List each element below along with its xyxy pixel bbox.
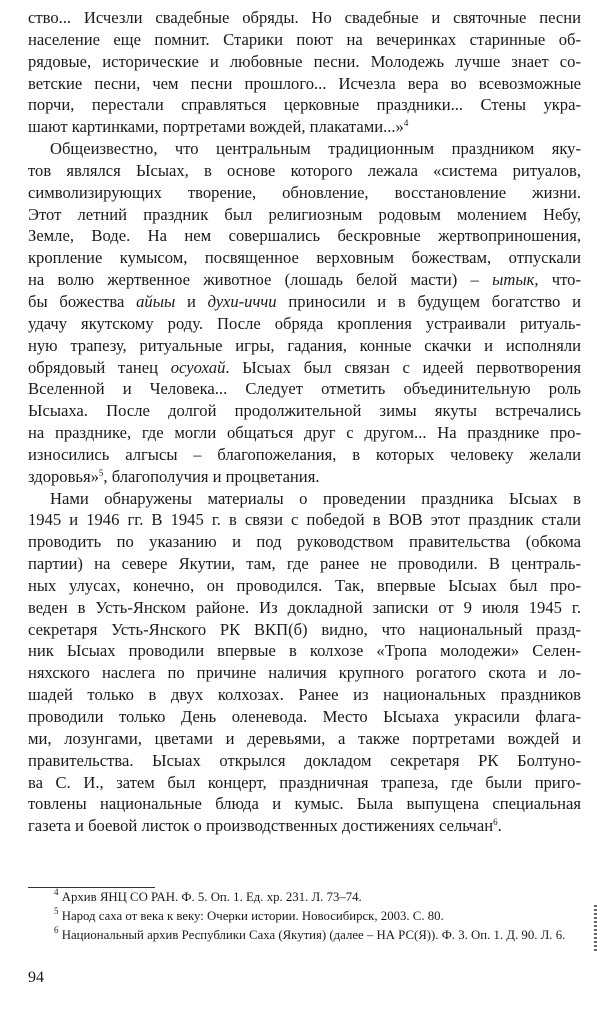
- footnote-ref: 4: [403, 118, 409, 129]
- footnote-number: 4: [54, 887, 59, 897]
- italic-term: духи-иччи: [207, 291, 277, 311]
- text-segment: символизирующих творение, обновление, восстановление жизни.: [28, 182, 581, 202]
- footnote-text: Национальный архив Республики Саха (Якутия) (далее – НА РС(Я)). Ф. 3. Оп. 1. Д. 90. Л. 6.: [61, 928, 566, 942]
- text-segment: износились алгысы – благопожелания, в которых человеку желали: [28, 444, 581, 464]
- text-line: [28, 94, 581, 116]
- text-segment: . Ысыах был связан с идеей первотворения: [225, 357, 581, 377]
- page-number: 94: [28, 969, 44, 986]
- text-segment: ник Ысыах проводили впервые в колхозе «Тропа молодежи» Селен-: [28, 641, 581, 661]
- text-line: [28, 225, 581, 247]
- text-line: [28, 29, 581, 51]
- italic-term: айыы: [136, 291, 176, 311]
- text-segment: правительства. Ысыах открылся докладом секретаря РК Болтуно-: [28, 750, 581, 770]
- text-segment: проводить по указанию и под руководством правительства (обкома: [28, 532, 581, 552]
- text-line: [28, 400, 581, 422]
- text-segment: бы божества: [28, 291, 137, 311]
- text-line: [28, 204, 581, 226]
- body-text: [28, 7, 581, 837]
- text-segment: няхского наслега по причине наличия крупного рогатого скота и ло-: [28, 663, 581, 683]
- text-line: [28, 750, 581, 772]
- footnote-ref: 6: [493, 817, 498, 828]
- text-line: [28, 160, 581, 182]
- text-line: [28, 378, 581, 400]
- text-line: [28, 772, 581, 794]
- text-line: [28, 793, 581, 815]
- text-segment: 1945 и 1946 гг. В 1945 г. в связи с победой в ВОВ этот праздник стали: [28, 510, 581, 530]
- text-segment: .: [497, 816, 502, 836]
- text-segment: газета и боевой листок о производственных достижениях сельчан: [28, 816, 494, 836]
- text-line: [28, 466, 581, 488]
- text-segment: ми, лозунгами, цветами и деревьями, а также портретами вождей и: [28, 728, 581, 748]
- text-segment: ва С. И., затем был концерт, праздничная трапеза, где были приго-: [28, 772, 581, 792]
- text-segment: Нами обнаружены материалы о проведении праздника Ысыах в: [50, 488, 581, 508]
- text-segment: секретаря Усть-Янского РК ВКП(б) видно, что национальный празд-: [28, 619, 581, 639]
- text-segment: проводили только День оленевода. Место Ысыаха украсили флага-: [28, 707, 581, 726]
- text-segment: кропление кумысом, посвященное верховным божествам, отпускали: [28, 248, 581, 268]
- text-segment: шадей только в двух колхозах. Ранее из национальных праздников: [28, 685, 581, 705]
- text-segment: ную трапезу, ритуальные игры, гадания, конные скачки и исполняли: [28, 335, 581, 355]
- scan-edge-mark: [594, 905, 597, 953]
- footnote: [28, 907, 581, 926]
- text-segment: товлены национальные блюда и кумыс. Была выпущена специальная: [28, 794, 581, 814]
- text-segment: ветские песни, чем песни прошлого... Исчезла вера во всевозможные: [28, 73, 581, 93]
- text-line: [28, 597, 581, 619]
- text-line: [28, 728, 581, 750]
- footnote-text: Народ саха от века к веку: Очерки истории. Новосибирск, 2003. С. 80.: [61, 909, 444, 923]
- text-segment: Общеизвестно, что центральным традиционным праздником яку-: [50, 139, 581, 159]
- text-line: [28, 531, 581, 553]
- text-segment: на волю жертвенное животное (лошадь белой масти) –: [28, 270, 493, 290]
- footnote: [28, 926, 581, 945]
- text-line: [28, 575, 581, 597]
- text-line: [28, 116, 581, 138]
- text-segment: удачу якутскому роду. После обряда кропления устраивали ритуаль-: [28, 313, 581, 333]
- footnotes: [28, 888, 581, 945]
- text-line: [28, 662, 581, 684]
- footnote-text: Архив ЯНЦ СО РАН. Ф. 5. Оп. 1. Ед. хр. 231. Л. 73–74.: [61, 890, 362, 904]
- text-segment: Этот летний праздник был религиозным родовым молением Небу,: [28, 204, 581, 224]
- text-segment: Ысыаха. После долгой продолжительной зимы якуты встречались: [28, 401, 581, 421]
- text-line: [28, 247, 581, 269]
- text-segment: и: [175, 291, 208, 311]
- text-segment: веден в Усть-Янском районе. Из докладной записки от 9 июля 1945 г.: [28, 597, 581, 617]
- text-line: [28, 313, 581, 335]
- text-segment: обрядовый танец: [28, 357, 171, 377]
- text-segment: рядовые, исторические и любовные песни. Молодежь лучше знает со-: [28, 51, 581, 71]
- text-line: [28, 7, 581, 29]
- footnote: [28, 888, 581, 907]
- text-segment: население еще помнит. Старики поют на вечеринках старинные об-: [28, 29, 581, 49]
- text-line: [28, 706, 581, 728]
- text-line: [28, 815, 581, 837]
- italic-term: осуохай: [170, 357, 226, 377]
- text-segment: здоровья»: [28, 466, 99, 486]
- text-line: [28, 640, 581, 662]
- text-line: [28, 444, 581, 466]
- footnote-ref: 5: [98, 467, 104, 478]
- footnote-number: 6: [54, 925, 59, 935]
- text-segment: Земле, Воде. На нем совершались бескровные жертвоприношения,: [28, 226, 581, 246]
- text-segment: партии) на севере Якутии, там, где ранее не проводили. В централь-: [28, 554, 581, 574]
- text-line: [28, 357, 581, 379]
- text-line: [28, 509, 581, 531]
- text-line: [28, 335, 581, 357]
- text-line: [28, 269, 581, 291]
- text-segment: шают картинками, портретами вождей, плакатами...»: [28, 117, 404, 137]
- text-line: [28, 488, 581, 510]
- text-line: [28, 422, 581, 444]
- text-segment: порчи, перестали справляться церковные праздники... Стены укра-: [28, 95, 581, 115]
- text-segment: ство... Исчезли свадебные обряды. Но свадебные и святочные песни: [28, 8, 581, 27]
- text-line: [28, 684, 581, 706]
- text-line: [28, 553, 581, 575]
- italic-term: ытык: [492, 270, 535, 290]
- footnote-number: 5: [54, 906, 59, 916]
- text-segment: ных улусах, конечно, он проводился. Так, впервые Ысыах был про-: [28, 575, 581, 595]
- text-line: [28, 73, 581, 95]
- text-line: [28, 182, 581, 204]
- text-segment: Вселенной и Человека... Следует отметить объединительную роль: [28, 379, 581, 399]
- text-segment: на празднике, где могли общаться друг с другом... На празднике про-: [28, 423, 581, 443]
- text-line: [28, 51, 581, 73]
- text-segment: тов являлся Ысыах, в основе которого лежала «система ритуалов,: [28, 160, 581, 180]
- text-line: [28, 138, 581, 160]
- text-segment: , благополучия и процветания.: [103, 466, 320, 486]
- text-segment: приносили и в будущем богатство и: [276, 291, 581, 311]
- text-line: [28, 619, 581, 641]
- text-segment: , что-: [534, 270, 581, 290]
- text-line: [28, 291, 581, 313]
